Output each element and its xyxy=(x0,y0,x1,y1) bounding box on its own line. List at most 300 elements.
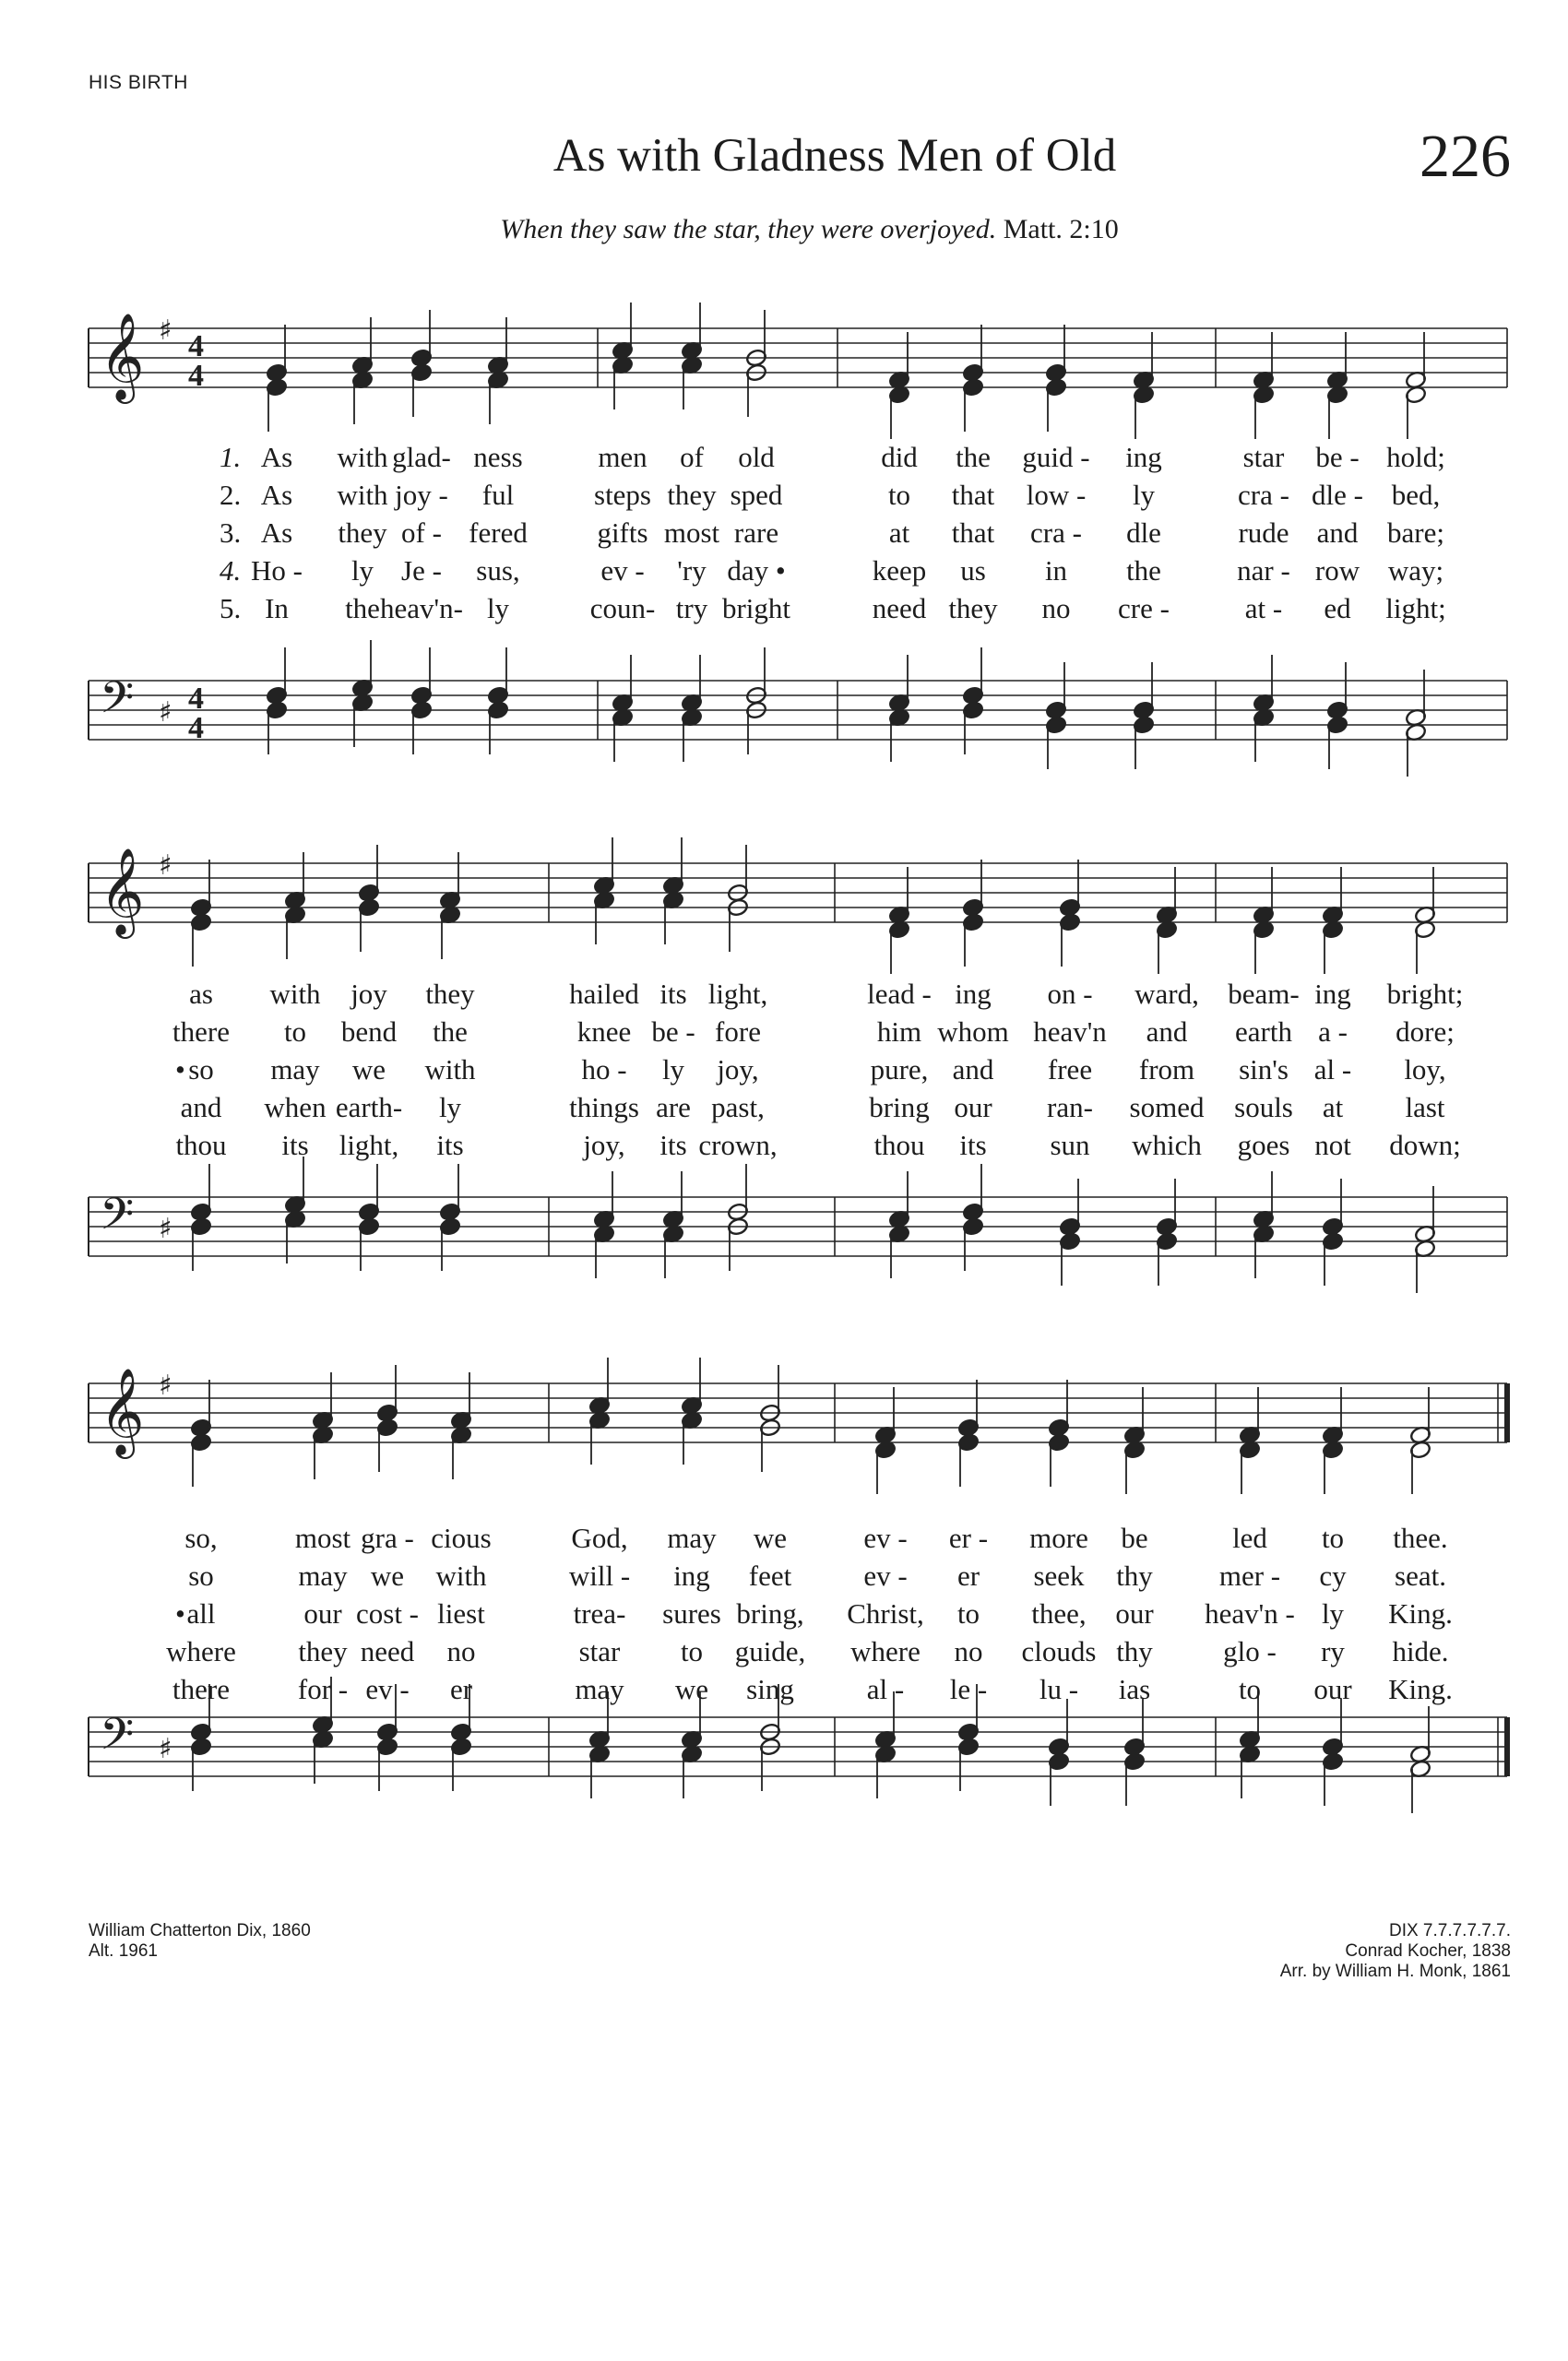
bass-note-head xyxy=(266,701,288,720)
treble-note-head xyxy=(266,363,288,383)
lyric-syllable: old xyxy=(738,441,775,473)
lyric-syllable: Ho - xyxy=(251,554,303,587)
treble-note-head xyxy=(1239,1426,1261,1445)
lyric-syllable: hide. xyxy=(1392,1635,1449,1667)
treble-note-head xyxy=(450,1411,472,1430)
lyric-syllable: the xyxy=(345,592,380,624)
treble-note-head xyxy=(588,1411,611,1430)
lyric-syllable: which xyxy=(1132,1129,1202,1161)
text-credits xyxy=(89,1921,311,1962)
lyric-syllable: the xyxy=(1126,554,1161,587)
lyric-syllable: our xyxy=(954,1091,992,1123)
bass-note-head xyxy=(487,701,509,720)
lyric-syllable: le - xyxy=(949,1673,988,1705)
treble-note-head xyxy=(358,884,380,903)
lyric-syllable: er xyxy=(449,1673,473,1705)
lyric-syllable: thou xyxy=(175,1129,227,1161)
lyric-syllable: thy xyxy=(1116,1560,1153,1592)
lyric-syllable: hailed xyxy=(569,978,639,1010)
lyric-syllable: when xyxy=(264,1091,327,1123)
treble-note-head xyxy=(1133,386,1155,405)
lyric-syllable: him xyxy=(876,1015,922,1048)
bass-staff xyxy=(89,671,1507,745)
bass-note-head xyxy=(190,1203,212,1222)
lyric-syllable: may xyxy=(667,1522,717,1554)
treble-note-head xyxy=(745,349,767,368)
lyric-syllable: they xyxy=(667,479,717,511)
lyric-syllable: hold; xyxy=(1386,441,1445,473)
treble-note-head xyxy=(759,1418,781,1438)
bass-note-head xyxy=(874,1730,897,1750)
bass-clef-icon: 𝄢 xyxy=(100,1708,135,1771)
text-alteration: Alt. 1961 xyxy=(89,1941,158,1961)
bass-note-head xyxy=(1123,1752,1146,1772)
lyric-syllable: heav'n- xyxy=(380,592,463,624)
lyric-syllable: rare xyxy=(733,516,779,549)
verse-line xyxy=(0,1129,1568,1166)
lyric-syllable: ry xyxy=(1321,1635,1345,1667)
bass-note-head xyxy=(612,708,634,728)
treble-note-head xyxy=(662,891,684,910)
lyric-syllable: bright xyxy=(721,592,791,624)
lyric-syllable: joy - xyxy=(395,479,448,511)
lyric-syllable: As xyxy=(260,441,293,473)
lyric-syllable: we xyxy=(753,1522,788,1554)
lyric-syllable: last xyxy=(1405,1091,1445,1123)
lyric-syllable: er - xyxy=(948,1522,989,1554)
lyric-syllable: its xyxy=(659,1129,687,1161)
treble-note-head xyxy=(1239,1441,1261,1460)
verse-line xyxy=(0,1015,1568,1052)
lyric-syllable: so xyxy=(188,1053,214,1086)
treble-note-head xyxy=(681,356,703,375)
bass-note-head xyxy=(1409,1745,1431,1764)
arranger: Arr. by William H. Monk, 1861 xyxy=(1279,1962,1511,1981)
treble-note-head xyxy=(439,906,461,925)
treble-note-head xyxy=(593,876,615,896)
treble-note-head xyxy=(284,906,306,925)
lyric-syllable: souls xyxy=(1234,1091,1293,1123)
lyric-syllable: men xyxy=(598,441,647,473)
lyric-syllable: al - xyxy=(866,1673,905,1705)
treble-note-head xyxy=(1059,898,1081,918)
lyric-syllable: knee xyxy=(576,1015,632,1048)
epigraph-quote: When they saw the star, they were overjoyed. xyxy=(500,214,997,244)
lyric-syllable: ing xyxy=(673,1560,710,1592)
lyric-syllable: star xyxy=(1242,441,1285,473)
bass-note-head xyxy=(450,1738,472,1757)
lyric-syllable: ev - xyxy=(365,1673,410,1705)
lyric-syllable: there xyxy=(172,1015,230,1048)
bass-note-head xyxy=(745,701,767,720)
treble-clef-icon: 𝄞 xyxy=(100,1368,145,1455)
lyric-syllable: ing xyxy=(1314,978,1351,1010)
treble-clef-icon: 𝄞 xyxy=(100,313,145,400)
lyric-syllable: so xyxy=(188,1560,214,1592)
bass-note-head xyxy=(962,686,984,706)
verse-line xyxy=(0,554,1568,591)
lyric-syllable: and xyxy=(952,1053,994,1086)
bass-note-head xyxy=(588,1745,611,1764)
treble-note-head xyxy=(1414,920,1436,940)
treble-note-head xyxy=(351,356,374,375)
lyric-syllable: its xyxy=(959,1129,987,1161)
bass-note-head xyxy=(410,701,433,720)
lyric-syllable: no xyxy=(446,1635,476,1667)
treble-note-head xyxy=(284,891,306,910)
lyric-syllable: seek xyxy=(1033,1560,1085,1592)
lyric-syllable: way; xyxy=(1387,554,1444,587)
lyric-syllable: bend xyxy=(340,1015,398,1048)
treble-note-head xyxy=(1326,371,1348,390)
lyric-syllable: sing xyxy=(746,1673,794,1705)
treble-note-head xyxy=(312,1411,334,1430)
lyric-syllable: our xyxy=(303,1597,342,1630)
bass-note-head xyxy=(745,686,767,706)
verse-number: 3. xyxy=(220,516,242,549)
lyric-syllable: somed xyxy=(1129,1091,1205,1123)
treble-note-head xyxy=(874,1426,897,1445)
lyric-syllable: loy, xyxy=(1404,1053,1446,1086)
bass-note-head xyxy=(759,1723,781,1742)
bass-note-head xyxy=(888,1210,910,1229)
lyric-syllable: and xyxy=(1146,1015,1188,1048)
bass-note-head xyxy=(450,1723,472,1742)
treble-note-head xyxy=(190,913,212,932)
lyric-syllable: fered xyxy=(469,516,528,549)
key-signature-sharp-icon: ♯ xyxy=(159,696,172,729)
treble-note-head xyxy=(745,363,767,383)
treble-note-head xyxy=(1156,906,1178,925)
lyric-syllable: lead - xyxy=(867,978,932,1010)
treble-note-head xyxy=(312,1426,334,1445)
lyric-syllable: to xyxy=(680,1635,704,1667)
treble-note-head xyxy=(957,1433,980,1453)
lyric-syllable: for - xyxy=(297,1673,349,1705)
treble-note-head xyxy=(1045,378,1067,397)
lyric-syllable: with xyxy=(269,978,321,1010)
lyric-syllable: that xyxy=(951,479,995,511)
bass-note-head xyxy=(1253,1210,1275,1229)
bass-note-head xyxy=(1123,1738,1146,1757)
lyric-syllable: to xyxy=(887,479,911,511)
lyric-syllable: dle - xyxy=(1312,479,1363,511)
treble-note-head xyxy=(888,371,910,390)
lyric-syllable: star xyxy=(578,1635,621,1667)
bass-note-head xyxy=(1322,1217,1344,1237)
lyric-syllable: mer - xyxy=(1218,1560,1281,1592)
text-author: William Chatterton Dix, 1860 xyxy=(89,1921,311,1940)
bass-clef-icon: 𝄢 xyxy=(100,1188,135,1251)
lyric-syllable: day • xyxy=(727,554,786,587)
lyric-syllable: they xyxy=(425,978,475,1010)
treble-note-head xyxy=(1405,386,1427,405)
lyric-syllable: ly xyxy=(486,592,510,624)
lyric-syllable: our xyxy=(1313,1673,1352,1705)
verse-line xyxy=(0,1597,1568,1634)
lyric-syllable: of xyxy=(680,441,704,473)
bass-note-head xyxy=(284,1210,306,1229)
lyric-syllable: joy xyxy=(350,978,387,1010)
lyric-syllable: sus, xyxy=(476,554,520,587)
bass-note-head xyxy=(1133,716,1155,735)
hymn-number: 226 xyxy=(1420,123,1511,190)
treble-staff xyxy=(89,313,1507,404)
bass-clef-icon: 𝄢 xyxy=(100,671,135,734)
lyric-syllable: Je - xyxy=(401,554,442,587)
verse-line xyxy=(0,592,1568,629)
lyric-syllable: to xyxy=(283,1015,307,1048)
lyric-syllable: joy, xyxy=(717,1053,759,1086)
lyric-syllable: past, xyxy=(711,1091,765,1123)
lyric-syllable: ed xyxy=(1324,592,1351,624)
lyric-syllable: a - xyxy=(1318,1015,1348,1048)
lyric-syllable: cra - xyxy=(1030,516,1082,549)
verse-line xyxy=(0,1091,1568,1128)
music-credits xyxy=(1280,1921,1511,1982)
treble-note-head xyxy=(1123,1441,1146,1460)
treble-note-head xyxy=(1409,1441,1431,1460)
lyric-syllable: thee, xyxy=(1031,1597,1087,1630)
bass-note-head xyxy=(727,1217,749,1237)
lyric-syllable: bring, xyxy=(736,1597,804,1630)
lyric-syllable: pure, xyxy=(870,1053,929,1086)
treble-note-head xyxy=(351,371,374,390)
lyric-syllable: low - xyxy=(1026,479,1087,511)
bass-note-head xyxy=(1239,1730,1261,1750)
lyric-syllable: at - xyxy=(1244,592,1283,624)
treble-note-head xyxy=(1322,920,1344,940)
treble-note-head xyxy=(1048,1433,1070,1453)
bass-note-head xyxy=(888,708,910,728)
lyric-syllable: er xyxy=(956,1560,980,1592)
bass-note-head xyxy=(662,1210,684,1229)
treble-note-head xyxy=(888,386,910,405)
lyric-syllable: cious xyxy=(431,1522,492,1554)
treble-note-head xyxy=(1253,920,1275,940)
treble-note-head xyxy=(1253,386,1275,405)
treble-note-head xyxy=(962,913,984,932)
lyric-syllable: in xyxy=(1044,554,1068,587)
treble-note-head xyxy=(588,1396,611,1416)
lyric-syllable: and xyxy=(1316,516,1359,549)
lyric-syllable: fore xyxy=(715,1015,761,1048)
treble-note-head xyxy=(439,891,461,910)
bass-note-head xyxy=(1156,1232,1178,1252)
lyric-syllable: from xyxy=(1138,1053,1195,1086)
epigraph-reference: Matt. 2:10 xyxy=(1003,214,1119,244)
bass-note-head xyxy=(957,1723,980,1742)
treble-note-head xyxy=(662,876,684,896)
bass-note-head xyxy=(1048,1738,1070,1757)
lyric-syllable: us xyxy=(960,554,986,587)
treble-note-head xyxy=(1156,920,1178,940)
bass-note-head xyxy=(1409,1760,1431,1779)
verse-number: 5. xyxy=(220,592,242,624)
bass-note-head xyxy=(1253,708,1275,728)
bass-note-head xyxy=(439,1217,461,1237)
bass-note-head xyxy=(376,1723,398,1742)
lyric-syllable: most xyxy=(663,516,720,549)
treble-clef-icon: 𝄞 xyxy=(100,848,145,935)
lyric-syllable: things xyxy=(569,1091,639,1123)
lyric-syllable: al - xyxy=(1313,1053,1352,1086)
lyric-syllable: cost - xyxy=(355,1597,420,1630)
lyric-syllable: light, xyxy=(707,978,768,1010)
verse-line xyxy=(0,516,1568,553)
lyric-syllable: guide, xyxy=(734,1635,806,1667)
lyric-syllable: cy xyxy=(1319,1560,1347,1592)
treble-note-head xyxy=(1322,1441,1344,1460)
treble-staff xyxy=(89,848,1507,939)
lyric-syllable: at xyxy=(1322,1091,1344,1123)
lyric-syllable: the xyxy=(433,1015,468,1048)
lyric-syllable: thou xyxy=(873,1129,925,1161)
lyric-syllable: ev - xyxy=(863,1522,908,1554)
lyric-syllable: ing xyxy=(955,978,992,1010)
treble-note-head xyxy=(410,363,433,383)
treble-note-head xyxy=(962,363,984,383)
bass-note-head xyxy=(351,694,374,713)
verse-line xyxy=(0,1673,1568,1710)
lyric-syllable: heav'n xyxy=(1033,1015,1107,1048)
lyric-syllable: gifts xyxy=(597,516,648,549)
treble-note-head xyxy=(612,356,634,375)
verse-number: 2. xyxy=(220,479,242,511)
lyric-syllable: bring xyxy=(869,1091,930,1123)
treble-note-head xyxy=(1123,1426,1146,1445)
lyric-syllable: its xyxy=(281,1129,309,1161)
bass-staff xyxy=(89,1188,1507,1256)
lyric-syllable: all xyxy=(186,1597,216,1630)
lyric-syllable: light; xyxy=(1385,592,1446,624)
key-signature-sharp-icon: ♯ xyxy=(159,1213,172,1245)
bass-note-head xyxy=(1045,716,1067,735)
bass-note-head xyxy=(1239,1745,1261,1764)
bass-note-head xyxy=(1133,701,1155,720)
treble-note-head xyxy=(888,920,910,940)
treble-note-head xyxy=(759,1404,781,1423)
lyric-syllable: sures xyxy=(662,1597,721,1630)
verse-line xyxy=(0,978,1568,1014)
lyric-syllable: may xyxy=(270,1053,320,1086)
lyric-syllable: heav'n - xyxy=(1205,1597,1295,1630)
lyric-syllable: be xyxy=(1121,1522,1148,1554)
lyric-syllable: our xyxy=(1115,1597,1154,1630)
treble-note-head xyxy=(888,906,910,925)
lyric-syllable: ly xyxy=(438,1091,462,1123)
bass-note-head xyxy=(266,686,288,706)
bass-note-head xyxy=(962,701,984,720)
time-signature: 4 xyxy=(188,711,204,745)
lyric-syllable: ly xyxy=(350,554,374,587)
verse-line xyxy=(0,1635,1568,1672)
lyric-syllable: ful xyxy=(481,479,515,511)
lyric-syllable: no xyxy=(954,1635,983,1667)
treble-note-head xyxy=(1322,906,1344,925)
lyric-syllable: be - xyxy=(1315,441,1360,473)
lyric-syllable: joy, xyxy=(583,1129,625,1161)
lyric-syllable: ward, xyxy=(1134,978,1199,1010)
lyric-syllable: where xyxy=(850,1635,921,1667)
lyric-syllable: 'ry xyxy=(677,554,707,587)
lyric-syllable: dle xyxy=(1126,516,1161,549)
treble-note-head xyxy=(1253,906,1275,925)
bass-note-head xyxy=(351,679,374,698)
bass-staff xyxy=(89,1708,1507,1776)
lyric-syllable: as xyxy=(189,978,213,1010)
bass-note-head xyxy=(612,694,634,713)
lyric-syllable: free xyxy=(1047,1053,1093,1086)
treble-note-head xyxy=(727,898,749,918)
bass-note-head xyxy=(681,708,703,728)
verse-number: 4. xyxy=(220,554,242,587)
lyric-syllable: ly xyxy=(1321,1597,1345,1630)
lyric-syllable: the xyxy=(956,441,991,473)
treble-note-head xyxy=(1326,386,1348,405)
lyric-syllable: of - xyxy=(401,516,442,549)
lyric-syllable: bed, xyxy=(1391,479,1441,511)
lyric-syllable: will - xyxy=(568,1560,631,1592)
treble-note-head xyxy=(681,341,703,361)
bass-note-head xyxy=(376,1738,398,1757)
lyric-syllable: we xyxy=(674,1673,709,1705)
lyric-syllable: thee. xyxy=(1393,1522,1448,1554)
lyric-syllable: lu - xyxy=(1039,1673,1079,1705)
treble-note-head xyxy=(727,884,749,903)
lyric-syllable: clouds xyxy=(1021,1635,1097,1667)
treble-note-head xyxy=(593,891,615,910)
treble-note-head xyxy=(1405,371,1427,390)
bass-note-head xyxy=(1045,701,1067,720)
section-label: HIS BIRTH xyxy=(89,72,188,93)
bass-note-head xyxy=(358,1203,380,1222)
bass-note-head xyxy=(1322,1738,1344,1757)
treble-note-head xyxy=(487,371,509,390)
lyric-syllable: where xyxy=(166,1635,236,1667)
bass-note-head xyxy=(1414,1240,1436,1259)
treble-note-head xyxy=(1059,913,1081,932)
lyric-syllable: its xyxy=(436,1129,464,1161)
lyric-syllable: try xyxy=(675,592,708,624)
lyric-syllable: thy xyxy=(1116,1635,1153,1667)
bass-note-head xyxy=(662,1225,684,1244)
lyric-syllable: no xyxy=(1041,592,1071,624)
lyric-syllable: need xyxy=(872,592,927,624)
lyric-syllable: that xyxy=(951,516,995,549)
treble-note-head xyxy=(962,378,984,397)
bass-note-head xyxy=(487,686,509,706)
bass-note-head xyxy=(727,1203,749,1222)
bass-note-head xyxy=(593,1210,615,1229)
lyric-syllable: ho - xyxy=(581,1053,627,1086)
lyric-syllable: so, xyxy=(184,1522,218,1554)
treble-note-head xyxy=(358,898,380,918)
lyric-syllable: did xyxy=(881,441,918,473)
bass-note-head xyxy=(1048,1752,1070,1772)
lyric-syllable: bright; xyxy=(1386,978,1464,1010)
scripture-epigraph xyxy=(0,214,1568,245)
lyric-syllable: sin's xyxy=(1239,1053,1289,1086)
lyric-syllable: earth xyxy=(1235,1015,1292,1048)
lyric-syllable: trea- xyxy=(573,1597,626,1630)
lyric-syllable: with xyxy=(337,441,388,473)
bass-note-head xyxy=(312,1715,334,1735)
lyric-syllable: with xyxy=(337,479,388,511)
treble-note-head xyxy=(681,1396,703,1416)
lyric-syllable: As xyxy=(260,516,293,549)
bass-note-head xyxy=(593,1225,615,1244)
